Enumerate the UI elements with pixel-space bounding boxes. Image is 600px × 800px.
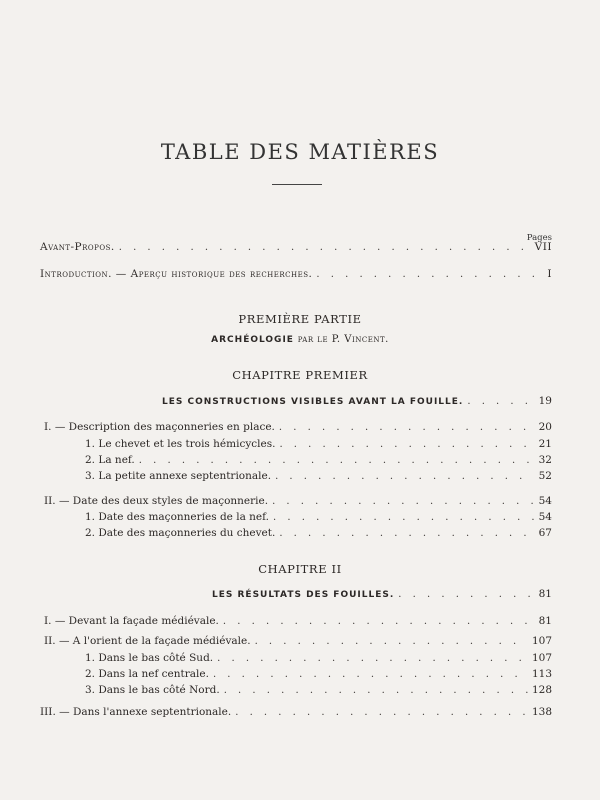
toc-entry-page: 67: [538, 527, 552, 539]
chapter-subject-page: 81: [538, 588, 552, 600]
chapter-subject-label: LES RÉSULTATS DES FOUILLES.: [212, 590, 395, 600]
leader-dots: [224, 684, 528, 698]
leader-dots: [279, 421, 534, 435]
leader-dots: [213, 668, 528, 682]
toc-entry: [44, 494, 552, 508]
toc-entry-label: 2. Date des maçonneries du chevet.: [85, 527, 276, 539]
part-subtitle-author: par le P. Vincent.: [297, 334, 389, 345]
chapter-subject-page: 19: [538, 395, 552, 407]
toc-entry-page: 21: [538, 438, 552, 450]
pages-column-label: Pages: [526, 233, 552, 243]
toc-subentry: [85, 469, 552, 483]
toc-entry-label: Avant-Propos.: [40, 241, 115, 253]
toc-entry-introduction: [40, 267, 552, 281]
toc-entry-avant-propos: [40, 240, 552, 254]
toc-subentry: [85, 453, 552, 467]
toc-subentry: [85, 437, 552, 451]
leader-dots: [119, 241, 531, 255]
toc-entry-page: 20: [538, 421, 552, 433]
leader-dots: [235, 706, 528, 720]
leader-dots: [467, 395, 534, 409]
toc-entry-label: II. — A l'orient de la façade médiévale.: [44, 635, 251, 647]
page-title: TABLE DES MATIÈRES: [160, 140, 440, 164]
toc-entry: [44, 634, 552, 648]
toc-entry: [44, 614, 552, 628]
toc-entry-label: Introduction. — Aperçu historique des recherches.: [40, 268, 313, 280]
part-heading: PREMIÈRE PARTIE: [238, 312, 362, 326]
toc-entry: [44, 420, 552, 434]
chapter-subject-label: LES CONSTRUCTIONS VISIBLES AVANT LA FOUILLE.: [162, 397, 464, 407]
toc-entry-page: VII: [534, 241, 552, 253]
toc-entry-label: 1. Le chevet et les trois hémicycles.: [85, 438, 276, 450]
chapter-1-heading: CHAPITRE PREMIER: [232, 368, 368, 382]
toc-entry-label: 3. Dans le bas côté Nord.: [85, 684, 220, 696]
toc-entry-page: 54: [538, 495, 552, 507]
toc-entry-label: 1. Date des maçonneries de la nef.: [85, 511, 269, 523]
part-subtitle-bold: ARCHÉOLOGIE: [211, 335, 294, 345]
leader-dots: [273, 511, 534, 525]
leader-dots: [217, 652, 528, 666]
toc-entry-page: I: [547, 268, 552, 280]
leader-dots: [139, 454, 534, 468]
toc-entry-page: 107: [531, 652, 552, 664]
leader-dots: [316, 268, 534, 282]
toc-entry: [40, 705, 552, 719]
toc-entry-label: I. — Description des maçonneries en place.: [44, 421, 275, 433]
title-rule: [272, 184, 322, 185]
toc-subentry: [85, 526, 552, 540]
toc-entry-page: 52: [538, 470, 552, 482]
leader-dots: [223, 615, 534, 629]
toc-subentry: [85, 683, 552, 697]
toc-entry-page: 107: [531, 635, 552, 647]
toc-subentry: [85, 510, 552, 524]
leader-dots: [398, 588, 534, 602]
leader-dots: [275, 470, 534, 484]
chapter-2-subject: [212, 587, 552, 601]
part-subtitle: [0, 334, 600, 345]
toc-entry-label: I. — Devant la façade médiévale.: [44, 615, 219, 627]
leader-dots: [272, 495, 534, 509]
toc-entry-page: 138: [531, 706, 552, 718]
toc-entry-label: 1. Dans le bas côté Sud.: [85, 652, 214, 664]
toc-entry-page: 113: [531, 668, 552, 680]
toc-entry-page: 81: [538, 615, 552, 627]
toc-entry-label: 2. La nef.: [85, 454, 135, 466]
chapter-2-heading: CHAPITRE II: [258, 562, 342, 576]
toc-subentry: [85, 651, 552, 665]
leader-dots: [255, 635, 528, 649]
toc-entry-label: II. — Date des deux styles de maçonnerie.: [44, 495, 269, 507]
toc-entry-page: 128: [531, 684, 552, 696]
toc-subentry: [85, 667, 552, 681]
chapter-1-subject: [162, 394, 552, 408]
toc-entry-page: 32: [538, 454, 552, 466]
toc-entry-label: 3. La petite annexe septentrionale.: [85, 470, 272, 482]
toc-entry-page: 54: [538, 511, 552, 523]
toc-entry-label: III. — Dans l'annexe septentrionale.: [40, 706, 232, 718]
toc-entry-label: 2. Dans la nef centrale.: [85, 668, 209, 680]
leader-dots: [279, 527, 534, 541]
leader-dots: [279, 438, 534, 452]
